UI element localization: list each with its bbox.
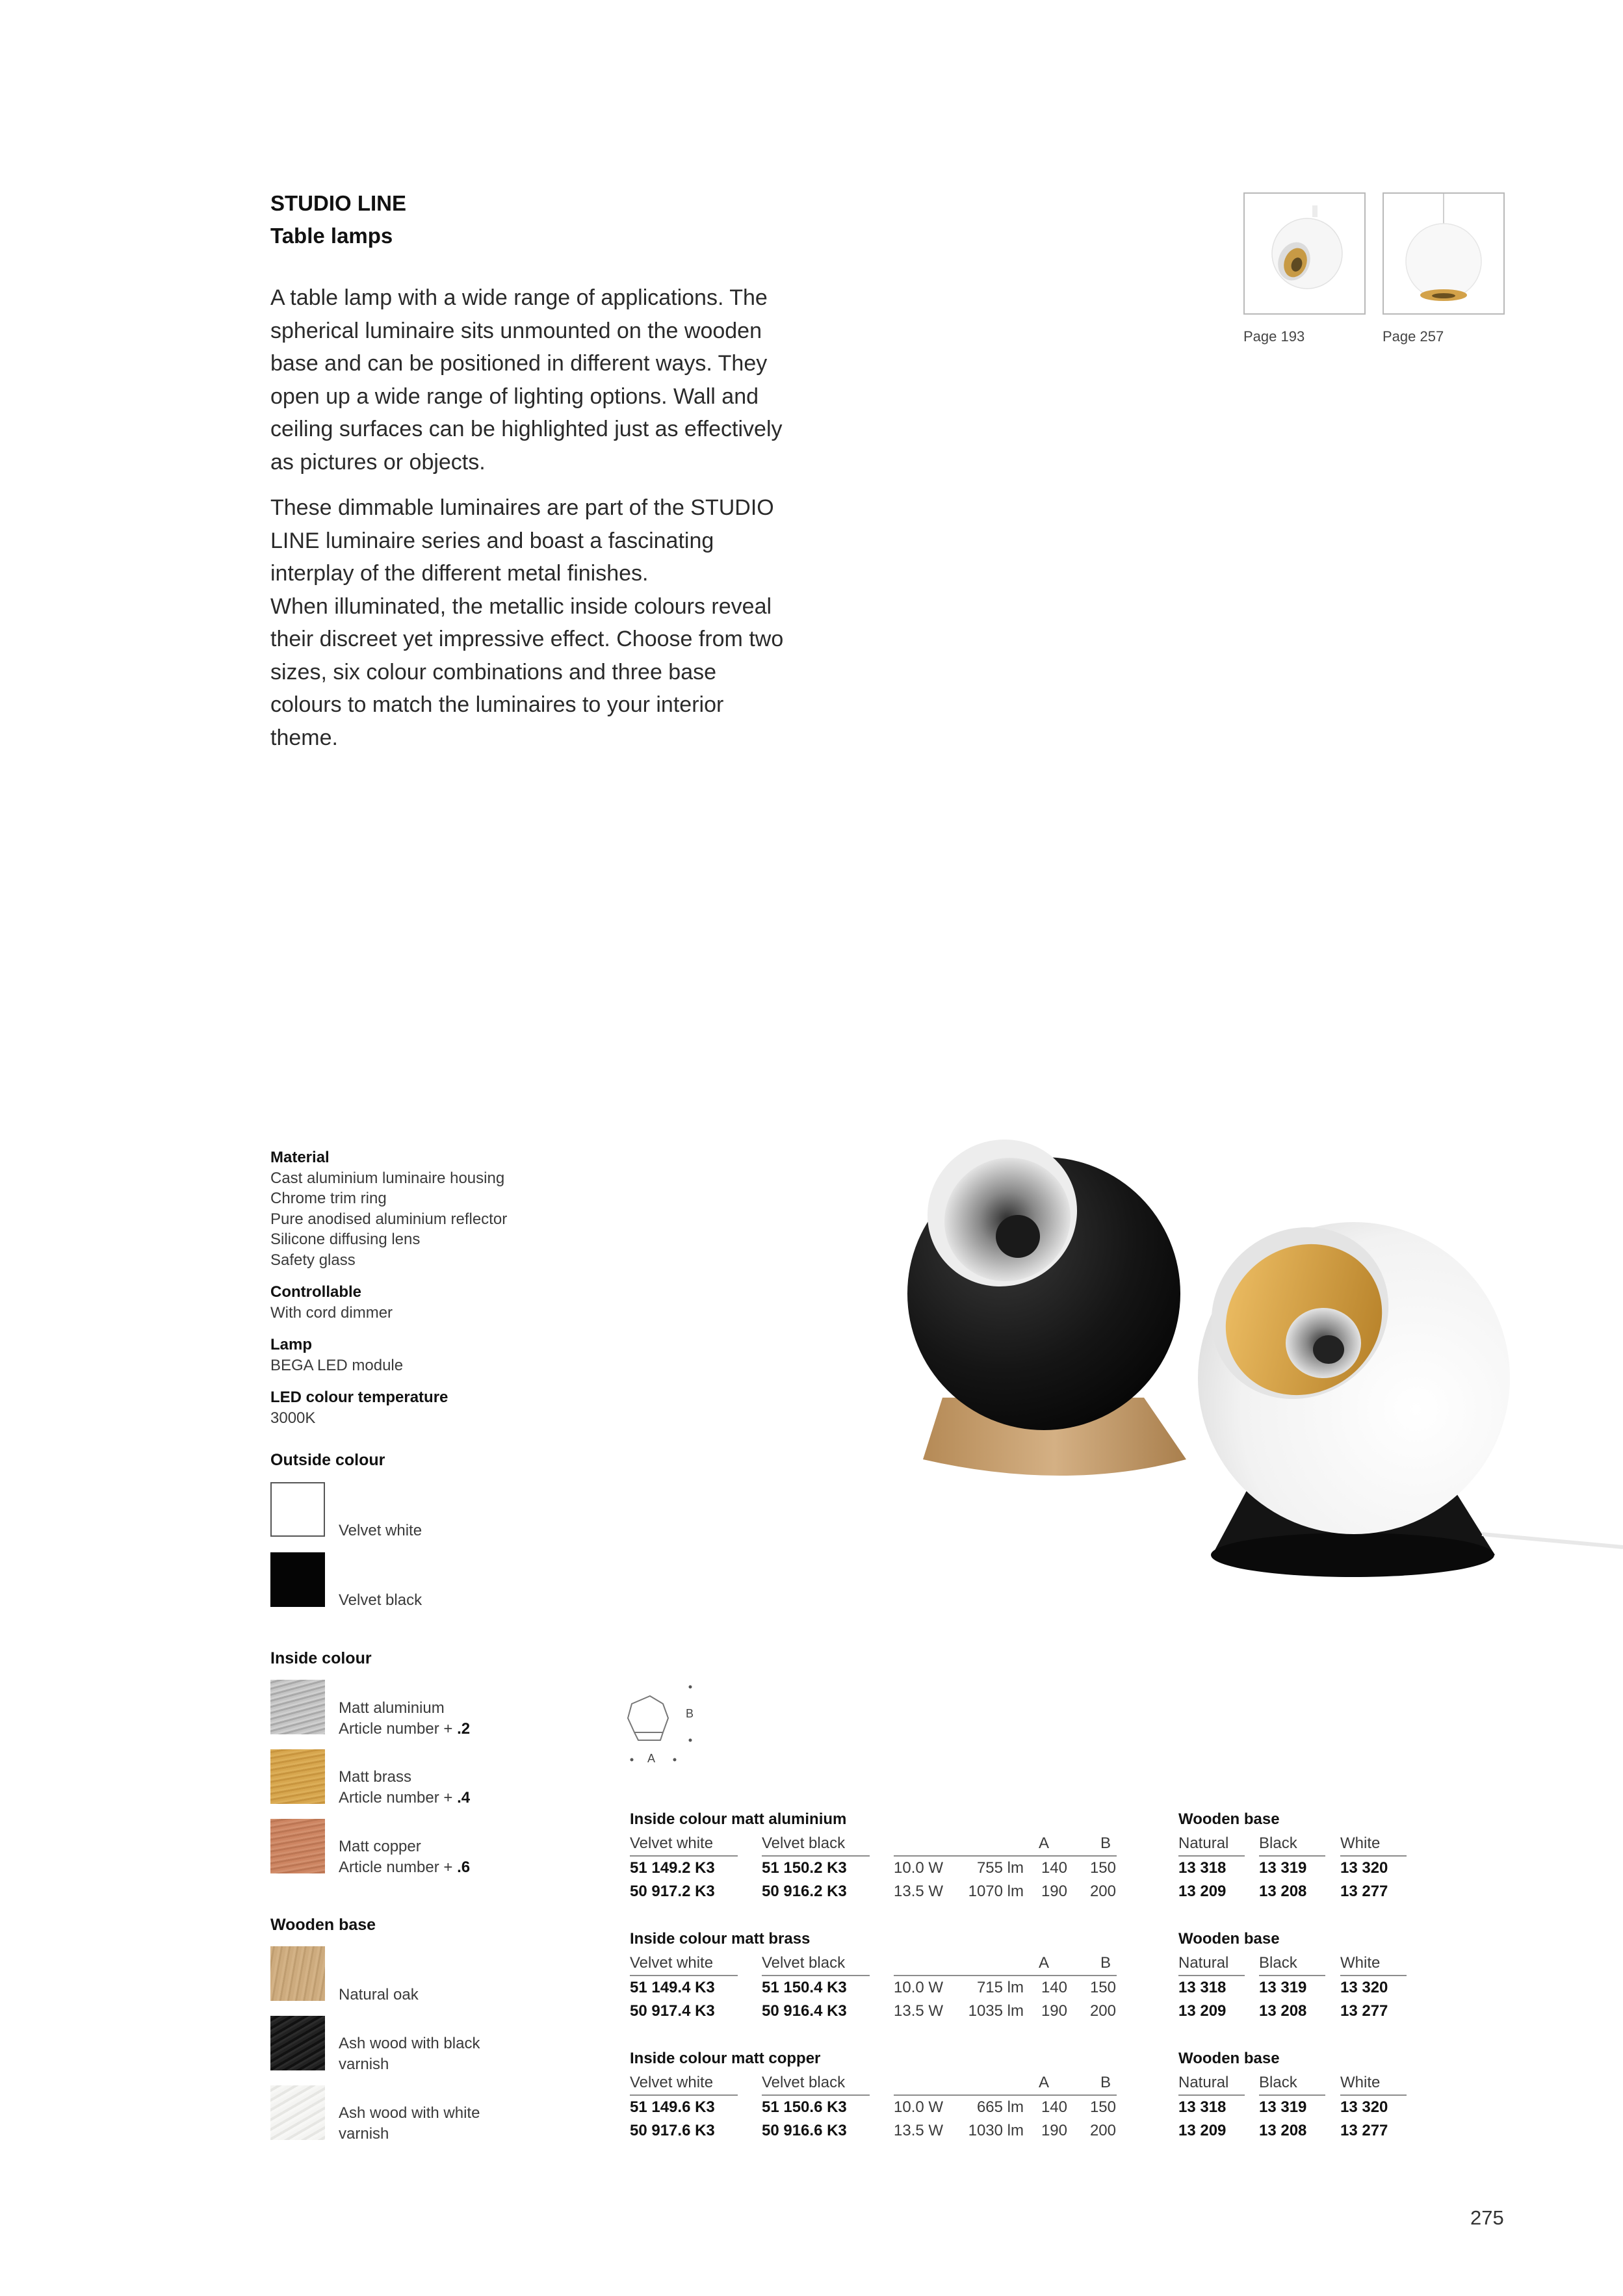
base-article-number: 13 320: [1340, 1979, 1388, 1996]
article-note: Article number + .4: [339, 1789, 471, 1807]
column-header-b: B: [1100, 1954, 1111, 1972]
header-rule: [1259, 1855, 1325, 1857]
base-article-number: 13 208: [1259, 2122, 1307, 2139]
dimension-a: 190: [1041, 2002, 1067, 2020]
header-rule: [1178, 2094, 1245, 2096]
wattage: 13.5 W: [894, 2122, 944, 2139]
related-thumbnail-ceiling-spot[interactable]: [1243, 192, 1366, 315]
swatch-matt-copper[interactable]: [270, 1819, 325, 1873]
base-column-header: White: [1340, 2074, 1381, 2091]
base-article-number: 13 209: [1178, 2122, 1227, 2139]
table-title: Inside colour matt aluminium: [630, 1810, 847, 1828]
base-column-header: Black: [1259, 1834, 1297, 1852]
wooden-base-title: Wooden base: [1178, 1930, 1280, 1948]
dimension-diagram: [623, 1680, 701, 1771]
base-article-number: 13 319: [1259, 1979, 1307, 1996]
related-caption-2: Page 257: [1383, 328, 1444, 345]
column-header-b: B: [1100, 1834, 1111, 1852]
base-column-header: Natural: [1178, 1834, 1229, 1852]
spec-lamp: [270, 1335, 608, 1376]
series-title: STUDIO LINE: [270, 191, 407, 215]
header-rule: [1259, 1975, 1325, 1976]
header-rule: [1340, 2094, 1407, 2096]
wooden-base-title: Wooden base: [1178, 1810, 1280, 1828]
page-number: 275: [1470, 2206, 1504, 2229]
article-number-velvet-white: 51 149.6 K3: [630, 2098, 715, 2116]
dimension-a: 140: [1041, 1859, 1067, 1877]
base-article-number: 13 318: [1178, 2098, 1227, 2116]
swatch-matt-aluminium[interactable]: [270, 1680, 325, 1734]
header-rule: [762, 1975, 870, 1976]
spec-lamp-value: BEGA LED module: [270, 1356, 404, 1374]
base-column-header: Natural: [1178, 1954, 1229, 1972]
table-title: Inside colour matt brass: [630, 1930, 811, 1948]
luminous-flux: 1070 lm: [968, 1883, 1024, 1900]
header-rule: [894, 1975, 1117, 1976]
base-column-header: Black: [1259, 1954, 1297, 1972]
spec-lamp-heading: Lamp: [270, 1336, 313, 1353]
spec-material-item: Pure anodised aluminium reflector: [270, 1210, 508, 1228]
base-article-number: 13 277: [1340, 2002, 1388, 2020]
article-number-velvet-black: 51 150.4 K3: [762, 1979, 847, 1996]
header-rule: [630, 2094, 738, 2096]
column-header-velvet-black: Velvet black: [762, 1834, 846, 1852]
column-header-velvet-black: Velvet black: [762, 2074, 846, 2091]
base-article-number: 13 320: [1340, 1859, 1388, 1877]
intro-paragraph-1: A table lamp with a wide range of applications. The spherical luminaire sits unmounted on the wooden base and can be positioned in different ways. They open up a wide range of lighting options. Wall and ceiling surfaces can be highlighted just as effectively as pictures or objects.: [270, 285, 783, 475]
spec-material-item: Cast aluminium luminaire housing: [270, 1169, 505, 1187]
column-header-b: B: [1100, 2074, 1111, 2091]
spec-material-item: Safety glass: [270, 1251, 356, 1269]
spec-colour-temperature-value: 3000K: [270, 1409, 316, 1427]
column-header-a: A: [1038, 1954, 1049, 1972]
dimension-a: 140: [1041, 2098, 1067, 2116]
dimension-b: 200: [1089, 2122, 1116, 2139]
article-number-velvet-white: 50 917.6 K3: [630, 2122, 715, 2139]
base-article-number: 13 209: [1178, 2002, 1227, 2020]
wattage: 10.0 W: [894, 1979, 944, 1996]
luminous-flux: 1030 lm: [968, 2122, 1024, 2139]
article-number-velvet-white: 50 917.2 K3: [630, 1883, 715, 1900]
swatch-name: Matt brass: [339, 1768, 412, 1786]
wattage: 10.0 W: [894, 2098, 944, 2116]
article-note: Article number + .6: [339, 1859, 471, 1876]
base-article-number: 13 208: [1259, 1883, 1307, 1900]
base-column-header: Black: [1259, 2074, 1297, 2091]
article-number-velvet-black: 50 916.6 K3: [762, 2122, 847, 2139]
dimension-a: 140: [1041, 1979, 1067, 1996]
base-article-number: 13 320: [1340, 2098, 1388, 2116]
base-article-number: 13 277: [1340, 2122, 1388, 2139]
header-rule: [1178, 1855, 1245, 1857]
header-rule: [762, 1855, 870, 1857]
column-header-velvet-white: Velvet white: [630, 1834, 714, 1852]
swatch-label: Velvet black: [339, 1591, 422, 1609]
spec-controllable-value: With cord dimmer: [270, 1303, 393, 1322]
header-rule: [1340, 1975, 1407, 1976]
spec-material-heading: Material: [270, 1149, 330, 1166]
swatch-label: [339, 1836, 470, 1878]
spec-controllable-heading: Controllable: [270, 1283, 362, 1301]
base-article-number: 13 209: [1178, 1883, 1227, 1900]
swatch-label: [339, 1698, 470, 1740]
luminous-flux: 715 lm: [976, 1979, 1024, 1996]
column-header-a: A: [1038, 2074, 1049, 2091]
header-rule: [1259, 2094, 1325, 2096]
base-article-number: 13 208: [1259, 2002, 1307, 2020]
swatch-velvet-white[interactable]: [270, 1482, 325, 1537]
header-rule: [762, 2094, 870, 2096]
base-column-header: White: [1340, 1834, 1381, 1852]
swatch-ash-black[interactable]: [270, 2016, 325, 2070]
spec-colour-temperature-heading: LED colour temperature: [270, 1389, 448, 1406]
article-number-velvet-black: 51 150.6 K3: [762, 2098, 847, 2116]
ceiling-spot-icon: [1245, 194, 1364, 313]
column-header-velvet-white: Velvet white: [630, 1954, 714, 1972]
wattage: 13.5 W: [894, 2002, 944, 2020]
article-number-velvet-black: 50 916.4 K3: [762, 2002, 847, 2020]
inside-colour-heading: Inside colour: [270, 1649, 372, 1667]
product-photo: [845, 1092, 1623, 1612]
dimension-b: 200: [1089, 1883, 1116, 1900]
intro-paragraph-3: When illuminated, the metallic inside colours reveal their discreet yet impressive effect. Choose from two sizes, six colour combinations and three base colours to match the luminaires to your interior theme.: [270, 594, 784, 750]
base-article-number: 13 277: [1340, 1883, 1388, 1900]
related-thumbnail-pendant[interactable]: [1383, 192, 1505, 315]
swatch-name: Matt aluminium: [339, 1699, 445, 1717]
article-note: Article number + .2: [339, 1720, 471, 1738]
article-number-velvet-black: 50 916.2 K3: [762, 1883, 847, 1900]
dimension-b: 150: [1089, 1979, 1116, 1996]
swatch-label: Ash wood with white varnish: [339, 2104, 480, 2143]
dimension-b: 200: [1089, 2002, 1116, 2020]
swatch-label: Natural oak: [339, 1986, 419, 2003]
swatch-label: [339, 1767, 470, 1808]
header-rule: [894, 1855, 1117, 1857]
swatch-natural-oak[interactable]: [270, 1946, 325, 2001]
dimension-b: 150: [1089, 1859, 1116, 1877]
related-caption-1: Page 193: [1243, 328, 1305, 345]
spec-material: [270, 1147, 608, 1270]
article-number-velvet-white: 51 149.4 K3: [630, 1979, 715, 1996]
swatch-velvet-black[interactable]: [270, 1552, 325, 1607]
intro-text: [270, 281, 784, 754]
header-rule: [630, 1855, 738, 1857]
outside-colour-heading: Outside colour: [270, 1451, 385, 1469]
dimension-a-label: A: [647, 1752, 656, 1765]
spec-material-item: Chrome trim ring: [270, 1190, 387, 1207]
column-header-velvet-black: Velvet black: [762, 1954, 846, 1972]
luminous-flux: 1035 lm: [968, 2002, 1024, 2020]
wattage: 10.0 W: [894, 1859, 944, 1877]
page-subtitle: Table lamps: [270, 224, 393, 248]
spec-controllable: [270, 1282, 608, 1323]
header-rule: [1178, 1975, 1245, 1976]
wooden-base-title: Wooden base: [1178, 2050, 1280, 2067]
luminous-flux: 755 lm: [976, 1859, 1024, 1877]
swatch-label: Velvet white: [339, 1522, 422, 1539]
swatch-name: Matt copper: [339, 1838, 421, 1855]
swatch-label: Ash wood with black varnish: [339, 2035, 480, 2073]
header-rule: [630, 1975, 738, 1976]
article-number-velvet-white: 50 917.4 K3: [630, 2002, 715, 2020]
swatch-matt-brass[interactable]: [270, 1749, 325, 1804]
dimension-b: 150: [1089, 2098, 1116, 2116]
dimension-b-label: B: [686, 1707, 694, 1720]
intro-paragraph-2: These dimmable luminaires are part of the STUDIO LINE luminaire series and boast a fascinating interplay of the different metal finishes.: [270, 495, 774, 586]
table-title: Inside colour matt copper: [630, 2050, 821, 2067]
spec-colour-temperature: [270, 1387, 608, 1428]
wooden-base-heading: Wooden base: [270, 1916, 376, 1934]
base-article-number: 13 318: [1178, 1979, 1227, 1996]
base-article-number: 13 319: [1259, 1859, 1307, 1877]
luminous-flux: 665 lm: [976, 2098, 1024, 2116]
spec-material-item: Silicone diffusing lens: [270, 1231, 421, 1248]
column-header-velvet-white: Velvet white: [630, 2074, 714, 2091]
swatch-ash-white[interactable]: [270, 2085, 325, 2140]
header-rule: [1340, 1855, 1407, 1857]
wattage: 13.5 W: [894, 1883, 944, 1900]
column-header-a: A: [1038, 1834, 1049, 1852]
base-article-number: 13 318: [1178, 1859, 1227, 1877]
base-column-header: White: [1340, 1954, 1381, 1972]
header-rule: [894, 2094, 1117, 2096]
dimension-a: 190: [1041, 1883, 1067, 1900]
article-number-velvet-black: 51 150.2 K3: [762, 1859, 847, 1877]
base-column-header: Natural: [1178, 2074, 1229, 2091]
dimension-a: 190: [1041, 2122, 1067, 2139]
pendant-icon: [1384, 194, 1503, 313]
base-article-number: 13 319: [1259, 2098, 1307, 2116]
article-number-velvet-white: 51 149.2 K3: [630, 1859, 715, 1877]
